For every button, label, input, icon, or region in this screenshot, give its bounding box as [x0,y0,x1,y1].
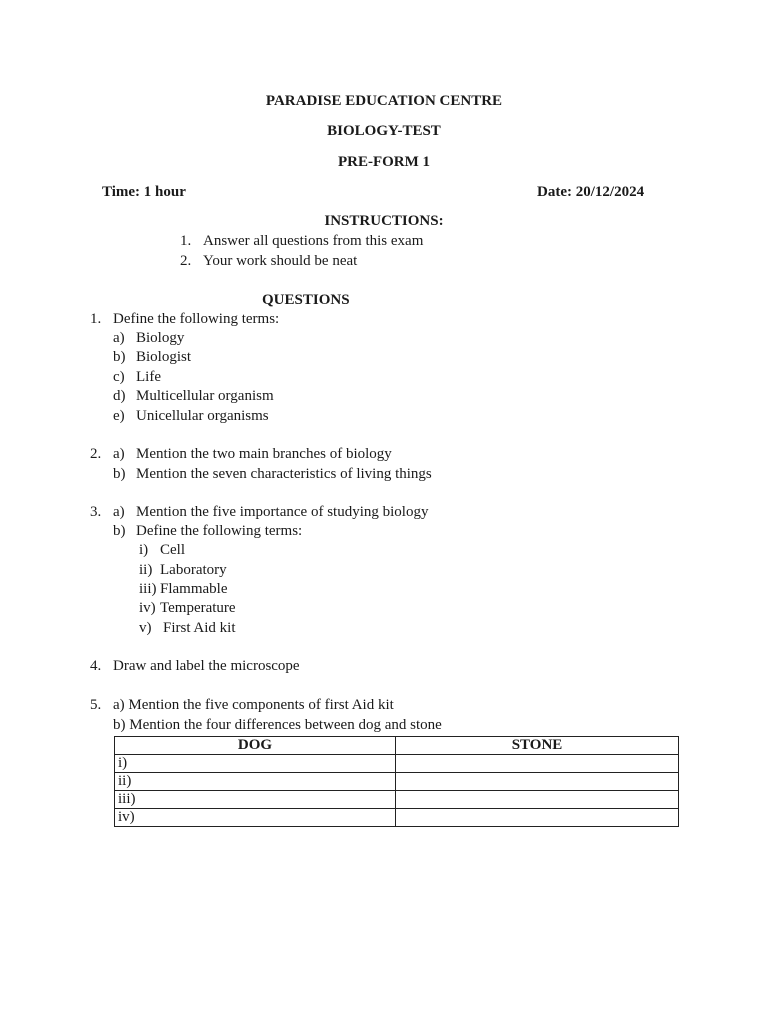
questions-title: QUESTIONS [262,292,350,308]
question-number: 2. [90,446,102,462]
item-text: Multicellular organism [136,388,274,404]
subitem-label: v) [139,620,152,636]
answer-cell[interactable] [396,791,679,809]
question-text: a) Mention the five components of first Aid kit [113,697,394,713]
table-header-dog: DOG [115,737,396,755]
subitem-label: i) [139,542,149,558]
item-text: Life [136,369,161,385]
table-header-stone: STONE [396,737,679,755]
item-label: a) [113,504,125,520]
question-number: 5. [90,697,102,713]
item-text: Unicellular organisms [136,408,269,424]
test-title: BIOLOGY-TEST [327,123,441,139]
test-level: PRE-FORM 1 [337,154,431,170]
item-text: Biology [136,330,185,346]
school-name: PARADISE EDUCATION CENTRE [265,93,503,109]
dog-stone-table [114,736,679,827]
instructions-title: INSTRUCTIONS: [324,213,444,229]
exam-time: Time: 1 hour [102,184,186,200]
row-label: iii) [115,791,396,809]
table-row [115,773,679,791]
item-text: Mention the seven characteristics of living things [136,466,432,482]
item-label: e) [113,408,125,424]
answer-cell[interactable] [396,773,679,791]
exam-date: Date: 20/12/2024 [537,184,645,200]
table-header-row [115,737,679,755]
row-label: ii) [115,773,396,791]
row-label: i) [115,755,396,773]
answer-cell[interactable] [396,809,679,827]
answer-cell[interactable] [396,755,679,773]
instruction-text: Answer all questions from this exam [203,233,424,249]
question-number: 1. [90,311,102,327]
subitem-label: iv) [139,600,156,616]
question-number: 3. [90,504,102,520]
subitem-label: iii) [139,581,157,597]
instruction-num: 2. [180,253,192,269]
subitem-text: Flammable [160,581,228,597]
table-row [115,755,679,773]
subitem-label: ii) [139,562,153,578]
item-label: b) [113,466,126,482]
item-label: c) [113,369,125,385]
table-row [115,791,679,809]
item-text: Define the following terms: [136,523,303,539]
instruction-num: 1. [180,233,192,249]
subitem-text: Cell [160,542,185,558]
question-text: Draw and label the microscope [113,658,300,674]
item-label: a) [113,446,125,462]
item-label: b) [113,349,126,365]
question-number: 4. [90,658,102,674]
subitem-text: Temperature [160,600,236,616]
instruction-text: Your work should be neat [203,253,358,269]
item-text: Mention the two main branches of biology [136,446,392,462]
item-text: Mention the five importance of studying biology [136,504,429,520]
question-text: Define the following terms: [113,311,280,327]
table-row [115,809,679,827]
subitem-text: First Aid kit [163,620,236,636]
item-text: Biologist [136,349,192,365]
item-label: a) [113,330,125,346]
row-label: iv) [115,809,396,827]
subitem-text: Laboratory [160,562,227,578]
question-text: b) Mention the four differences between dog and stone [113,717,442,733]
item-label: d) [113,388,126,404]
item-label: b) [113,523,126,539]
